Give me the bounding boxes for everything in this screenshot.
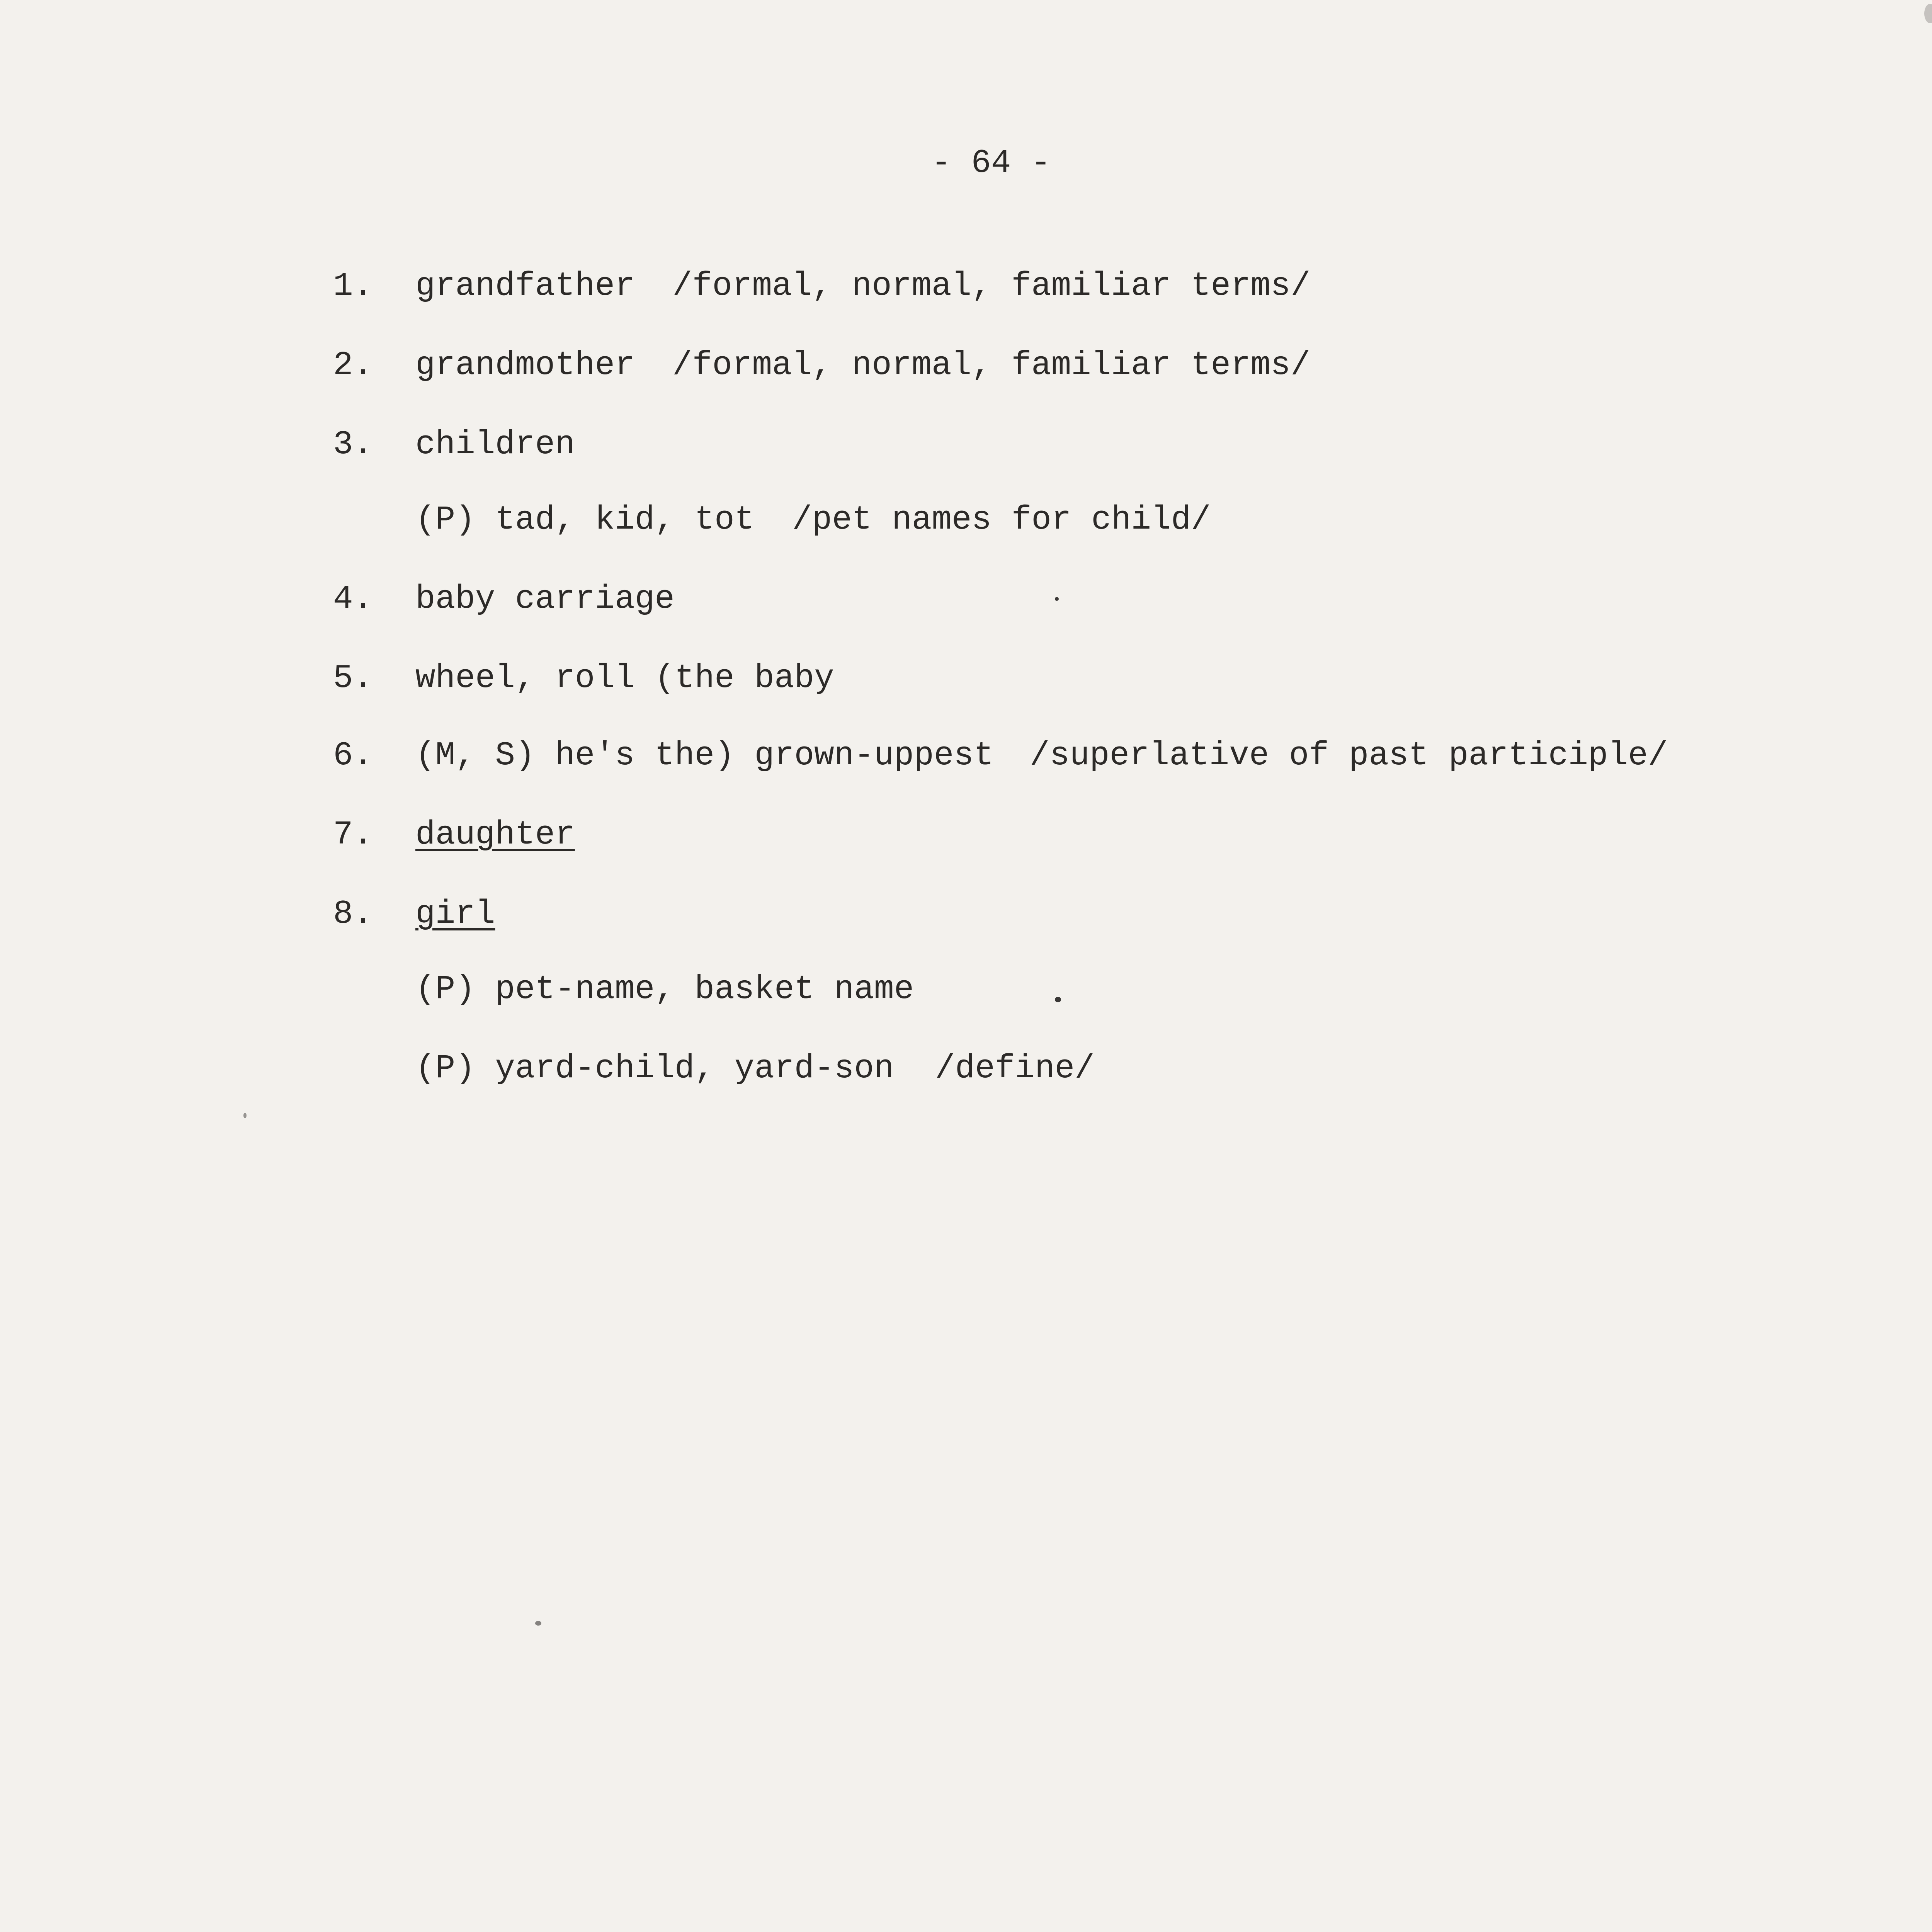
item-number: 8. <box>333 895 373 933</box>
page-number: - 64 - <box>931 144 1051 182</box>
item-term: grandmother <box>415 346 635 384</box>
item-term: wheel, roll (the baby <box>415 659 834 697</box>
item-term-underlined: daughter <box>415 816 575 854</box>
item-number: 1. <box>333 267 373 305</box>
paper-speck <box>1055 997 1061 1002</box>
item-term: (M, S) he's the) grown-uppest <box>415 736 994 774</box>
item-note: /define/ <box>935 1049 1095 1087</box>
item-number: 2. <box>333 346 373 384</box>
paper-speck <box>535 1621 541 1626</box>
item-note: /pet names for child/ <box>792 501 1211 539</box>
item-term: baby carriage <box>415 580 675 618</box>
item-number: 4. <box>333 580 373 618</box>
item-number: 5. <box>333 659 373 697</box>
paper-speck <box>243 1113 247 1118</box>
item-term: children <box>415 425 575 463</box>
item-note: /formal, normal, familiar terms/ <box>672 267 1311 305</box>
item-note: /superlative of past participle/ <box>1030 736 1668 774</box>
item-subentry: (P) yard-child, yard-son <box>415 1049 894 1087</box>
item-term: grandfather <box>415 267 635 305</box>
paper-speck <box>1924 4 1932 23</box>
item-number: 7. <box>333 816 373 854</box>
paper-speck <box>1055 597 1059 601</box>
item-number: 3. <box>333 425 373 463</box>
item-subentry: (P) tad, kid, tot <box>415 501 755 539</box>
item-number: 6. <box>333 736 373 774</box>
item-subentry: (P) pet-name, basket name <box>415 970 914 1008</box>
item-term-underlined: girl <box>415 895 495 933</box>
item-note: /formal, normal, familiar terms/ <box>672 346 1311 384</box>
